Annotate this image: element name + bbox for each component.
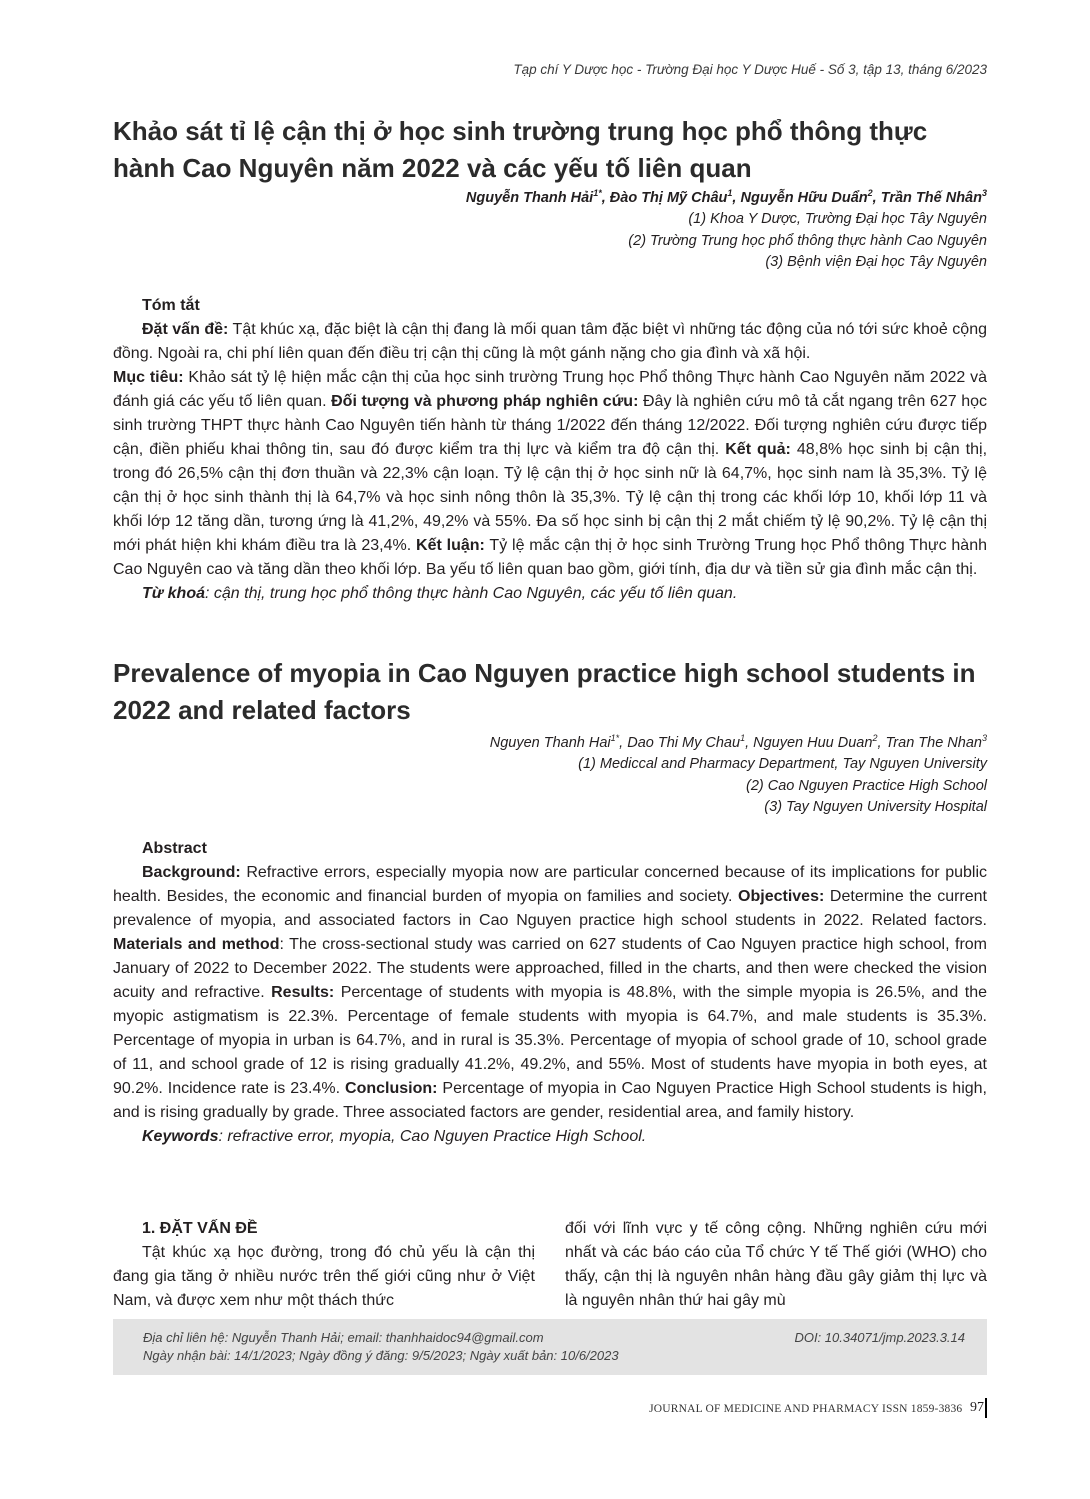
author-2: Đào Thị Mỹ Châu [609,189,728,206]
author-4: Tran The Nhan [885,734,982,751]
english-title-line-1: Prevalence of myopia in Cao Nguyen practice high school students in [113,658,976,688]
page-number-bar [985,1398,987,1418]
english-title-line-2: 2022 and related factors [113,695,411,725]
abstract-heading: Abstract [142,840,207,857]
abstract-heading: Tóm tắt [142,297,200,314]
author-2: Dao Thi My Chau [627,734,741,751]
vietnamese-title-line-1: Khảo sát tỉ lệ cận thị ở học sinh trường trung học phổ thông thực [113,116,928,146]
journal-issn: JOURNAL OF MEDICINE AND PHARMACY ISSN 1859-3836 [649,1403,963,1415]
affiliation-3: (3) Tay Nguyen University Hospital [764,799,987,816]
english-abstract [113,837,987,1149]
intro-paragraph-right: đối với lĩnh vực y tế công cộng. Những nghiên cứu mới nhất và các báo cáo của Tổ chức Y tế Thế giới (WHO) cho thấy, cận thị là nguyên nhân hàng đầu gây giảm thị lực và là nguyên nhân thứ hai gây mù [565,1220,987,1309]
publication-dates: Ngày nhận bài: 14/1/2023; Ngày đồng ý đăng: 9/5/2023; Ngày xuất bản: 10/6/2023 [143,1348,619,1363]
section-1-heading: 1. ĐẶT VẤN ĐỀ [142,1220,258,1237]
contact-info: Địa chỉ liên hệ: Nguyễn Thanh Hải; email: thanhhaidoc94@gmail.com [143,1330,544,1345]
english-authors-block [490,728,987,819]
correspondence-box [113,1319,987,1375]
affiliation-2: (2) Cao Nguyen Practice High School [746,777,987,794]
english-keywords: Keywords: refractive error, myopia, Cao Nguyen Practice High School. [142,1128,647,1145]
vietnamese-author-names: Nguyễn Thanh Hải$^{1*}$, Đào Thị Mỹ Châu$^1$, Nguyễn Hữu Duẩn$^2$, Trần Thế Nhân$^3$ [465,188,987,206]
vietnamese-authors-block [466,183,987,274]
body-column-right [565,1217,987,1313]
author-3: Nguyen Huu Duan [753,734,873,751]
running-header: Tạp chí Y Dược học - Trường Đại học Y Dược Huế - Số 3, tập 13, tháng 6/2023 [513,62,987,77]
english-abstract-body: Background: Refractive errors, especially myopia now are particular concerned because of its implications for public health. Besides, the economic and financial burden of myopia on families and society. Objectives: Determine the current prevalence of myopia, and associated factors in Cao Nguyen practice high school students in 2022. Related factors. Materials and method: The cross-sectional study was carried on 627 students of Cao Nguyen practice high school, from January of 2022 to December 2022. The students were approached, filled in the charts, and then were checked the vision acuity and refractive. Results: Percentage of students with myopia is 48.8%, with the simple myopia is 26.5%, and the myopic astigmatism is 22.3%. Percentage of female students with myopia is 64.7%, and male students is 35.3%. Percentage of myopia in urban is 64.7%, and in rural is 35.3%. Percentage of myopia of school grade of 10, school grade of 11, and school grade of 12 is rising gradually 41.2%, 49.2%, and 55%. Most of students have myopia in both eyes, at 90.2%. Incidence rate is 23.4%. Conclusion: Percentage of myopia in Cao Nguyen Practice High School students is high, and is rising gradually by grade. Three associated factors are gender, residential area, and family history. [113,864,988,1121]
intro-paragraph-left: Tật khúc xạ học đường, trong đó chủ yếu là cận thị đang gia tăng ở nhiều nước trên thế giới cũng như ở Việt Nam, và được xem như một thách thức [113,1244,535,1309]
vietnamese-abstract [113,294,987,606]
vietnamese-abstract-body: Đặt vấn đề: Tật khúc xạ, đặc biệt là cận thị đang là mối quan tâm đặc biệt vì những tác động của nó tới sức khoẻ cộng đồng. Ngoài ra, chi phí liên quan đến điều trị cận thị cũng là một gánh nặng cho gia đình và xã hội. Mục tiêu: Khảo sát tỷ lệ hiện mắc cận thị của học sinh trường Trung học Phổ thông Thực hành Cao Nguyên năm 2022 và đánh giá các yếu tố liên quan. Đối tượng và phương pháp nghiên cứu: Đây là nghiên cứu mô tả cắt ngang trên 627 học sinh trường THPT thực hành Cao Nguyên tiến hành từ tháng 1/2022 đến tháng 12/2022. Đối tượng nghiên cứu được tiếp cận, điền phiếu khai thông tin, sau đó được kiểm tra thị lực và kiểm tra độ cận thị. Kết quả: 48,8% học sinh bị cận thị, trong đó 26,5% cận thị đơn thuần và 22,3% cận loạn. Tỷ lệ cận thị ở học sinh nữ là 64,7%, học sinh nam là 35,3%. Tỷ lệ cận thị ở học sinh thành thị là 64,7% và học sinh nông thôn là 35,3%. Tỷ lệ cận thị trong các khối lớp 10, khối lớp 11 và khối lớp 12 tăng dần, tương ứng là 41,2%, 49,2% và 55%. Đa số học sinh bị cận thị 2 mắt chiếm tỷ lệ 90,2%. Tỷ lệ cận thị mới phát hiện khi khám điều tra là 23,4%. Kết luận: Tỷ lệ mắc cận thị ở học sinh Trường Trung học Phổ thông Thực hành Cao Nguyên cao và tăng dần theo khối lớp. Ba yếu tố liên quan bao gồm, giới tính, địa dư và tiền sử gia đình mắc cận thị. [113,321,988,578]
affiliation-1: (1) Khoa Y Dược, Trường Đại học Tây Nguyên [688,211,987,228]
doi: DOI: 10.34071/jmp.2023.3.14 [794,1330,965,1345]
affiliation-1: (1) Mediccal and Pharmacy Department, Tay Nguyen University [578,756,987,773]
vietnamese-title [113,113,993,187]
author-1: Nguyễn Thanh Hải [465,189,594,206]
affiliation-3: (3) Bệnh viện Đại học Tây Nguyên [765,254,987,271]
author-3: Nguyễn Hữu Duẩn [740,189,868,206]
body-column-left [113,1217,535,1313]
journal-footer [649,1403,987,1415]
vietnamese-title-line-2: hành Cao Nguyên năm 2022 và các yếu tố liên quan [113,153,752,183]
author-4: Trần Thế Nhân [880,189,982,206]
vietnamese-keywords: Từ khoá: cận thị, trung học phổ thông thực hành Cao Nguyên, các yếu tố liên quan. [142,585,738,602]
affiliation-2: (2) Trường Trung học phổ thông thực hành Cao Nguyên [628,232,987,249]
english-title [113,655,993,729]
english-author-names: Nguyen Thanh Hai$^{1*}$, Dao Thi My Chau$^1$, Nguyen Huu Duan$^2$, Tran The Nhan$^3$ [489,733,987,751]
page-number: 97 [970,1400,984,1415]
author-1: Nguyen Thanh Hai [489,734,611,751]
